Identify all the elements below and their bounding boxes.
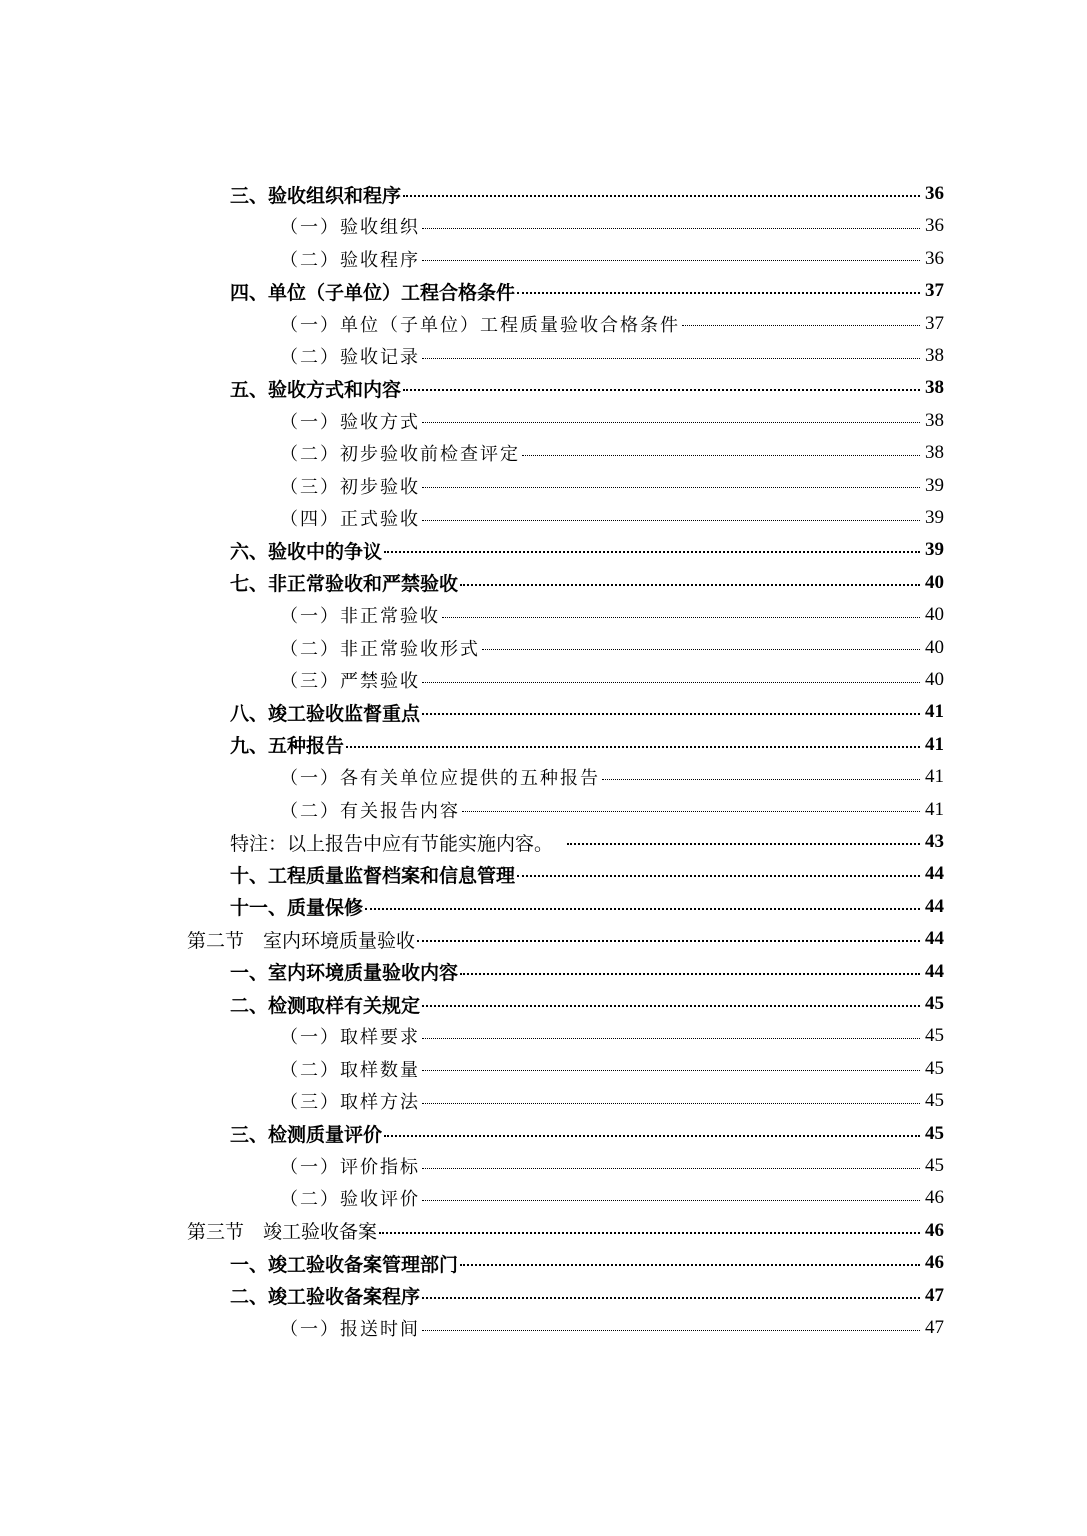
toc-entry-page-number: 43 [925, 831, 944, 852]
dot-leader [567, 843, 920, 845]
dot-leader [460, 1264, 920, 1266]
toc-entry-title: （一）报送时间 [280, 1319, 420, 1340]
toc-entry-title: 十一、质量保修 [230, 897, 364, 920]
dot-leader [403, 389, 920, 391]
toc-entry[interactable] [280, 210, 944, 242]
toc-entry-title: 三、检测质量评价 [230, 1124, 383, 1147]
toc-entry-title: （二）取样数量 [280, 1059, 420, 1081]
dot-leader [422, 260, 920, 261]
toc-entry-page-number: 45 [925, 1025, 944, 1047]
dot-leader [462, 811, 920, 812]
dot-leader [422, 520, 920, 521]
toc-entry-title: （二）验收评价 [280, 1189, 420, 1211]
toc-entry[interactable] [187, 1215, 944, 1247]
toc-entry[interactable] [280, 1053, 944, 1085]
dot-leader [422, 1070, 920, 1071]
toc-entry-page-number: 36 [925, 183, 944, 204]
toc-entry[interactable] [230, 1247, 944, 1279]
toc-entry-title: （二）有关报告内容 [280, 800, 460, 822]
dot-leader [346, 746, 920, 748]
toc-entry-page-number: 46 [925, 1187, 944, 1209]
toc-entry-page-number: 44 [925, 895, 944, 917]
toc-entry-page-number: 40 [925, 604, 944, 626]
toc-entry-title: 四、单位（子单位）工程合格条件 [230, 281, 516, 304]
toc-entry-page-number: 40 [925, 669, 944, 690]
dot-leader [422, 422, 920, 423]
dot-leader [422, 1330, 920, 1331]
toc-entry-page-number: 45 [925, 1090, 944, 1112]
toc-entry[interactable] [280, 599, 944, 631]
toc-entry-page-number: 41 [925, 701, 944, 723]
dot-leader [422, 1168, 920, 1169]
toc-entry-page-number: 38 [925, 345, 944, 366]
toc-entry-page-number: 37 [925, 312, 944, 334]
toc-entry-page-number: 39 [925, 507, 944, 528]
toc-entry-title: （一）单位（子单位）工程质量验收合格条件 [280, 314, 680, 336]
toc-entry[interactable] [187, 923, 944, 955]
dot-leader [422, 487, 920, 488]
toc-entry-title: 第二节 室内环境质量验收 [187, 929, 416, 952]
toc-entry-title: （二）非正常验收形式 [280, 638, 480, 660]
toc-entry-title: 二、检测取样有关规定 [230, 994, 421, 1017]
dot-leader [384, 1135, 920, 1137]
toc-entry-page-number: 47 [925, 1317, 944, 1338]
toc-entry-title: 九、五种报告 [230, 735, 345, 758]
toc-entry-page-number: 41 [925, 766, 944, 788]
dot-leader [365, 908, 920, 910]
toc-entry-title: 七、非正常验收和严禁验收 [230, 573, 459, 596]
toc-entry[interactable] [230, 275, 944, 307]
toc-entry-title: 六、验收中的争议 [230, 540, 383, 563]
dot-leader [517, 875, 920, 877]
toc-entry-page-number: 38 [925, 442, 944, 464]
toc-entry[interactable] [230, 858, 944, 890]
toc-entry-page-number: 45 [925, 1057, 944, 1079]
toc-entry[interactable] [280, 664, 944, 696]
dot-leader [460, 973, 920, 975]
toc-entry-page-number: 44 [925, 928, 944, 950]
toc-entry-page-number: 47 [925, 1284, 944, 1306]
toc-entry-page-number: 39 [925, 539, 944, 561]
toc-entry-page-number: 40 [925, 571, 944, 593]
toc-entry-title: 五、验收方式和内容 [230, 378, 402, 401]
dot-leader [522, 455, 920, 456]
dot-leader [422, 1005, 920, 1007]
toc-entry-title: 一、室内环境质量验收内容 [230, 962, 459, 985]
toc-entry[interactable] [280, 308, 944, 340]
dot-leader [384, 551, 920, 553]
toc-entry-page-number: 44 [925, 960, 944, 982]
toc-entry[interactable] [280, 502, 944, 534]
toc-entry[interactable] [230, 696, 944, 728]
toc-entry-title: （一）各有关单位应提供的五种报告 [280, 768, 600, 790]
toc-entry-title: 十、工程质量监督档案和信息管理 [230, 864, 516, 887]
toc-entry[interactable] [280, 340, 944, 372]
toc-entry[interactable] [280, 405, 944, 437]
toc-entry[interactable] [280, 1085, 944, 1117]
toc-entry-title: 二、竣工验收备案程序 [230, 1286, 421, 1309]
toc-entry[interactable] [230, 567, 944, 599]
toc-entry-title: （一）验收组织 [280, 217, 420, 239]
toc-entry-page-number: 36 [925, 215, 944, 237]
toc-entry-page-number: 36 [925, 247, 944, 269]
toc-entry-title: （四）正式验收 [280, 509, 420, 530]
dot-leader [682, 325, 920, 326]
toc-entry[interactable] [230, 826, 944, 858]
toc-entry[interactable] [280, 761, 944, 793]
dot-leader [422, 1103, 920, 1104]
dot-leader [422, 358, 920, 359]
dot-leader [422, 228, 920, 229]
toc-entry-title: 一、竣工验收备案管理部门 [230, 1253, 459, 1276]
toc-entry[interactable] [230, 729, 944, 761]
dot-leader [403, 195, 920, 197]
toc-entry-title: （二）验收记录 [280, 347, 420, 368]
toc-entry-title: 八、竣工验收监督重点 [230, 702, 421, 725]
toc-entry[interactable] [280, 1312, 944, 1344]
dot-leader [482, 649, 920, 650]
toc-entry[interactable] [280, 1150, 944, 1182]
toc-entry-title: （一）评价指标 [280, 1157, 420, 1178]
toc-entry-page-number: 44 [925, 863, 944, 885]
toc-entry[interactable] [280, 1182, 944, 1214]
toc-entry[interactable] [230, 534, 944, 566]
toc-entry[interactable] [230, 891, 944, 923]
toc-entry[interactable] [230, 1118, 944, 1150]
toc-entry-page-number: 38 [925, 377, 944, 399]
toc-entry[interactable] [280, 470, 944, 502]
toc-entry-title: （二）验收程序 [280, 249, 420, 271]
toc-entry-page-number: 41 [925, 733, 944, 755]
dot-leader [422, 1297, 920, 1299]
toc-entry-page-number: 46 [925, 1252, 944, 1274]
toc-entry-page-number: 46 [925, 1219, 944, 1241]
toc-entry[interactable] [230, 956, 944, 988]
dot-leader [460, 584, 920, 586]
toc-entry[interactable] [280, 1020, 944, 1052]
toc-entry-title: （一）验收方式 [280, 411, 420, 433]
dot-leader [602, 779, 920, 780]
toc-entry-title: 三、验收组织和程序 [230, 184, 402, 207]
toc-entry-title: 特注：以上报告中应有节能实施内容。 [230, 832, 554, 855]
toc-entry-title: （二）初步验收前检查评定 [280, 444, 520, 466]
toc-entry-page-number: 45 [925, 993, 944, 1014]
dot-leader [417, 940, 920, 942]
toc-entry-title: （一）取样要求 [280, 1027, 420, 1049]
toc-entry[interactable] [230, 988, 944, 1020]
toc-entry-page-number: 45 [925, 1122, 944, 1144]
toc-entry-page-number: 40 [925, 636, 944, 658]
dot-leader [379, 1232, 920, 1234]
toc-entry-page-number: 39 [925, 474, 944, 496]
dot-leader [422, 713, 920, 715]
toc-entry[interactable] [280, 437, 944, 469]
toc-entry[interactable] [280, 632, 944, 664]
toc-entry-page-number: 45 [925, 1155, 944, 1176]
toc-entry-title: （三）取样方法 [280, 1092, 420, 1114]
dot-leader [422, 1200, 920, 1201]
toc-entry-page-number: 38 [925, 409, 944, 431]
dot-leader [442, 617, 920, 618]
toc-entry[interactable] [230, 1280, 944, 1312]
dot-leader [422, 682, 920, 683]
dot-leader [517, 292, 920, 294]
toc-entry-title: 第三节 竣工验收备案 [187, 1221, 378, 1244]
toc-entry[interactable] [280, 243, 944, 275]
toc-entry[interactable] [230, 178, 944, 210]
toc-entry-title: （三）初步验收 [280, 476, 420, 498]
toc-entry-title: （一）非正常验收 [280, 606, 440, 628]
toc-entry-page-number: 41 [925, 798, 944, 820]
toc-entry[interactable] [230, 372, 944, 404]
toc-entry[interactable] [280, 794, 944, 826]
toc-entry-page-number: 37 [925, 280, 944, 302]
toc-entry-title: （三）严禁验收 [280, 671, 420, 692]
dot-leader [422, 1038, 920, 1039]
